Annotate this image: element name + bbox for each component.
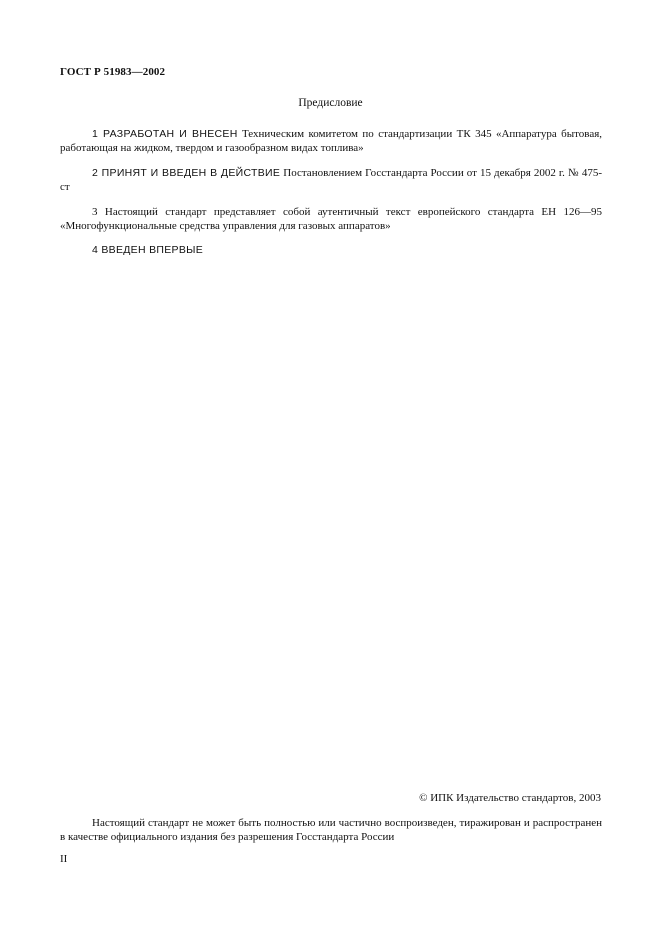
preface-item-2-text: Постановлением Госстандарта России от 15 декабря 2002 г. № 475-ст xyxy=(60,167,603,193)
document-code: ГОСТ Р 51983—2002 xyxy=(60,66,166,78)
preface-item-3 xyxy=(60,205,602,233)
preface-title: Предисловие xyxy=(298,97,363,109)
preface-item-4-lead: 4 ВВЕДЕН ВПЕРВЫЕ xyxy=(92,244,204,256)
page-number: II xyxy=(60,853,68,865)
preface-item-4 xyxy=(60,243,602,257)
preface-item-2 xyxy=(60,166,602,194)
preface-item-1 xyxy=(60,127,602,155)
copyright-line: © ИПК Издательство стандартов, 2003 xyxy=(419,792,601,804)
preface-item-2-lead: 2 ПРИНЯТ И ВВЕДЕН В ДЕЙСТВИЕ xyxy=(92,167,281,179)
preface-item-1-lead: 1 РАЗРАБОТАН И ВНЕСЕН xyxy=(92,128,238,140)
reproduction-notice: Настоящий стандарт не может быть полностью или частично воспроизведен, тиражирован и распространен в качестве официального издания без разрешения Госстандарта России xyxy=(60,817,602,843)
preface-item-3-text: 3 Настоящий стандарт представляет собой аутентичный текст европейского стандарта ЕН 126—95 «Многофункциональные средства управления для газовых аппаратов» xyxy=(60,206,602,232)
preface-item-1-text: Техническим комитетом по стандартизации ТК 345 «Аппаратура бытовая, работающая на жидком, твердом и газообразном видах топлива» xyxy=(60,128,603,154)
